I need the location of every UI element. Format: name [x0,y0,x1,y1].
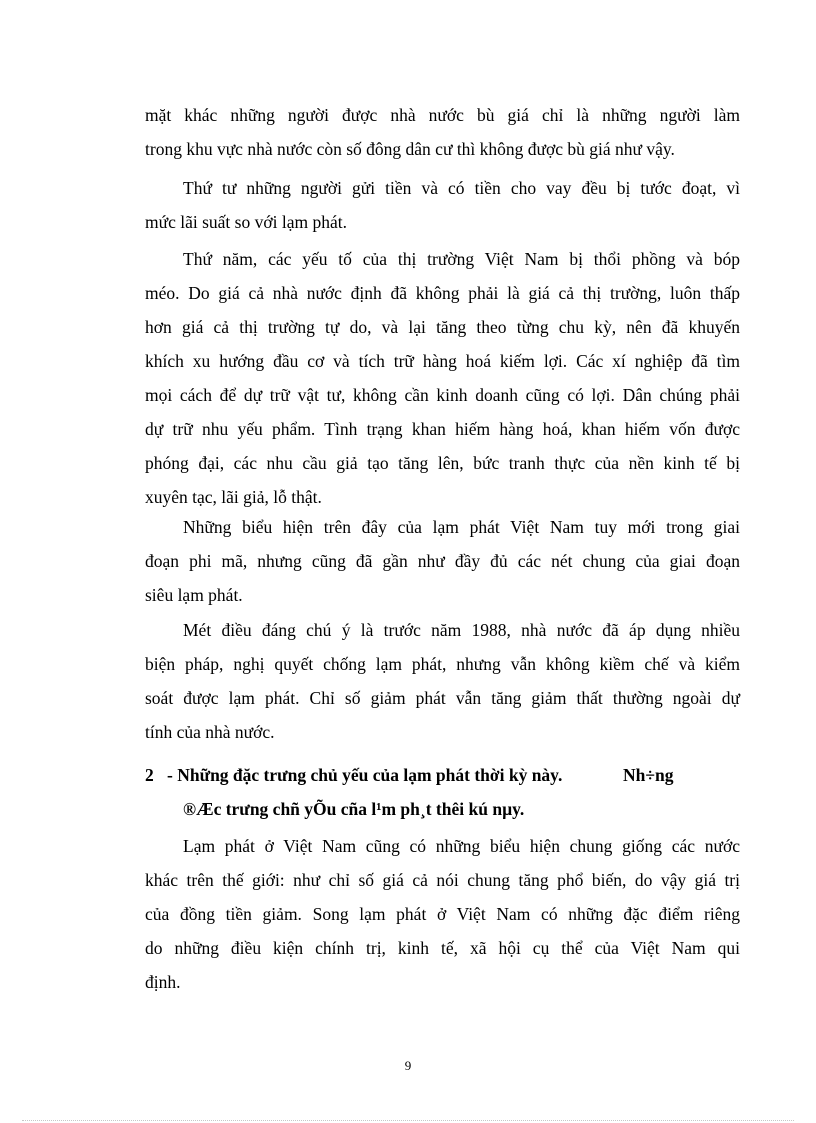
text-line: khác trên thế giới: như chỉ số giá cả nói chung tăng phổ biến, do vậy giá trị [145,870,740,890]
page-number: 9 [404,1058,412,1073]
footer-divider [22,1120,794,1121]
text-line: mọi cách để dự trữ vật tư, không cần kinh doanh cũng có lợi. Dân chúng phải [145,385,740,405]
garbled-heading-part-2: ®Æc trưng chñ yÕu cña l¹m ph¸t thêi kú nµy. [183,799,525,819]
text-line: Thứ năm, các yếu tố của thị trường Việt Nam bị thổi phồng và bóp [183,249,740,269]
text-line: đoạn phi mã, nhưng cũng đã gần như đầy đủ các nét chung của giai đoạn [145,551,740,571]
text-line: Những biểu hiện trên đây của lạm phát Việt Nam tuy mới trong giai [183,517,740,537]
text-line: khích xu hướng đầu cơ và tích trữ hàng hoá kiếm lợi. Các xí nghiệp đã tìm [145,351,740,371]
text-line: mức lãi suất so với lạm phát. [145,212,347,232]
text-line: Thứ tư những người gửi tiền và có tiền cho vay đều bị tước đoạt, vì [183,178,740,198]
text-line: Lạm phát ở Việt Nam cũng có những biểu hiện chung giống các nước [183,836,740,856]
text-line: định. [145,972,181,992]
section-heading [145,758,745,826]
text-line: của đồng tiền giảm. Song lạm phát ở Việt Nam có những đặc điểm riêng [145,904,740,924]
text-line: biện pháp, nghị quyết chống lạm phát, nhưng vẫn không kiềm chế và kiểm [145,654,740,674]
section-title: - Những đặc trưng chủ yếu của lạm phát thời kỳ này. [167,765,563,785]
text-line: phóng đại, các nhu cầu giả tạo tăng lên, bức tranh thực của nền kinh tế bị [145,453,740,473]
garbled-heading-part-1: Nh÷ng [623,765,674,785]
text-line: mặt khác những người được nhà nước bù giá chỉ là những người làm [145,105,740,125]
paragraph-1 [145,98,740,166]
paragraph-6 [145,829,740,999]
text-line: hơn giá cả thị trường tự do, và lại tăng theo từng chu kỳ, nên đã khuyến [145,317,740,337]
text-line: dự trữ nhu yếu phẩm. Tình trạng khan hiếm hàng hoá, khan hiếm vốn được [145,419,740,439]
paragraph-5 [145,613,740,749]
text-line: méo. Do giá cả nhà nước định đã không phải là giá cả thị trường, luôn thấp [145,283,740,303]
text-line: soát được lạm phát. Chỉ số giảm phát vẫn tăng giảm thất thường ngoài dự [145,688,740,708]
text-line: tính của nhà nước. [145,722,275,742]
paragraph-4 [145,510,740,612]
paragraph-3 [145,242,740,514]
text-line: siêu lạm phát. [145,585,243,605]
text-line: xuyên tạc, lãi giả, lỗ thật. [145,487,322,507]
text-line: trong khu vực nhà nước còn số đông dân cư thì không được bù giá như vậy. [145,139,675,159]
paragraph-2 [145,171,740,239]
text-line: Mét điều đáng chú ý là trước năm 1988, nhà nước đã áp dụng nhiều [183,620,740,640]
section-number: 2 [145,765,154,785]
text-line: do những điều kiện chính trị, kinh tế, xã hội cụ thể của Việt Nam qui [145,938,740,958]
